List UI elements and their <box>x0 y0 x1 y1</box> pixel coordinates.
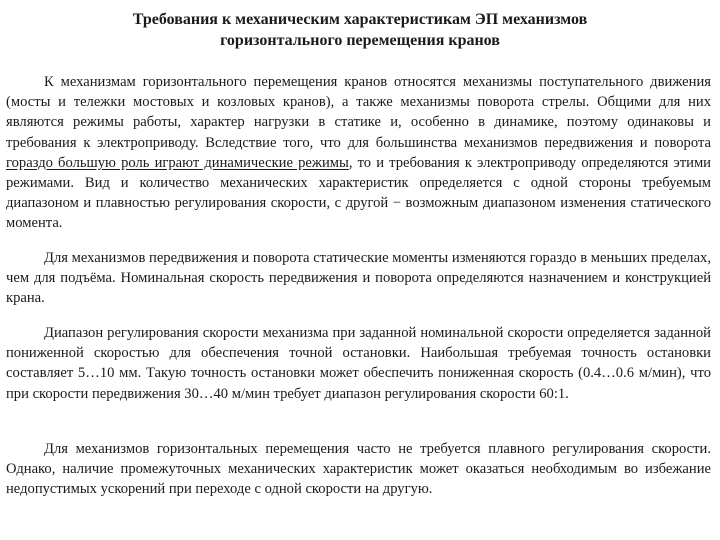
paragraph-4: Для механизмов горизонтальных перемещения часто не требуется плавного регулирования скорости. Однако, наличие промежуточных механических характеристик может оказаться необходимым во избежание недопустимых ускорений при переходе с одной скорости на другую. <box>6 441 711 498</box>
page-title <box>60 9 660 51</box>
paragraph-2: Для механизмов передвижения и поворота статические моменты изменяются гораздо в меньших пределах, чем для подъёма. Номинальная скорость передвижения и поворота определяются назначением и конструкцией крана. <box>6 250 711 307</box>
paragraph-1-end: , то и требования к электроприводу определяются этими режимами. Вид и количество механических характеристик определяется с одной стороны требуемым диапазоном и плавностью регулирования скорости, с другой − возможным диапазоном изменения статического момента. <box>6 154 711 232</box>
title-line-2: горизонтального перемещения кранов <box>220 32 500 49</box>
paragraph-1 <box>6 72 711 234</box>
paragraph-1-start: К механизмам горизонтального перемещения кранов относятся механизмы поступательного движения (мосты и тележки мостовых и козловых кранов), а также механизмы поворота стрелы. Общими для них являются режимы работы, характер нагрузки в статике и, особенно в динамике, поэтому одинаковы и требования к электроприводу. Вследствие того, что для большинства механизмов передвижения и поворота <box>6 74 711 151</box>
underlined-phrase: гораздо большую роль играют динамические режимы <box>6 154 349 171</box>
paragraph-3: Диапазон регулирования скорости механизма при заданной номинальной скорости определяется заданной пониженной скоростью для обеспечения точной остановки. Наибольшая требуемая точность остановки составляет 5…10 мм. Такую точность остановки может обеспечить пониженная скорость (0.4…0.6 м/мин), что при скорости передвижения 30…40 м/мин требует диапазон регулирования скорости 60:1. <box>6 325 711 402</box>
title-line-1: Требования к механическим характеристикам ЭП механизмов <box>132 11 588 28</box>
